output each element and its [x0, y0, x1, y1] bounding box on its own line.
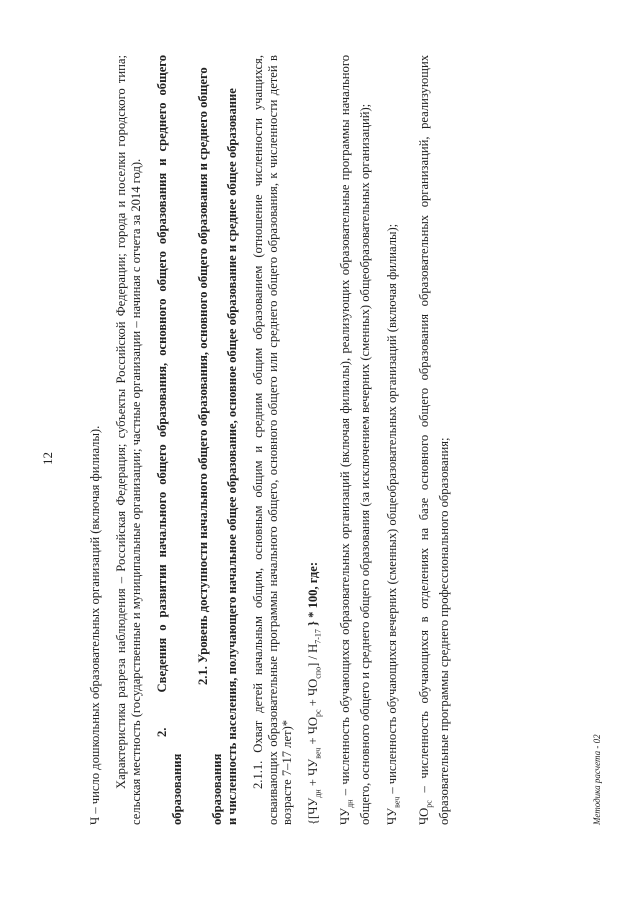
section-2-heading [155, 55, 184, 825]
section-2-1-heading [196, 55, 239, 825]
section-2-1-number: 2.1. [196, 666, 211, 685]
line-ch: Ч – число дошкольных образовательных организаций (включая филиалы). [88, 425, 102, 825]
page-content [88, 55, 451, 825]
section-2-1-line1: 2.1. Уровень доступности начального общего образования, основного общего образования и среднего общего образования [196, 67, 225, 825]
section-2-number: 2. [155, 727, 170, 737]
formula: {$[ЧУ_{дн} + ЧУ_{веч} + ЧО_{рс} + ЧО_{спо}] / Н_{7-17}$ } * 100, где: [306, 561, 323, 825]
definition-chu-dn: $ЧУ_{дн}$ – численность обучающихся образовательных организаций (включая филиалы), реализующих образовательные программы начального общего, основного общего и среднего общего образования (за исключением вечерних (сменных) общеобразовательных организаций); [338, 55, 373, 825]
definition-chu-vech: $ЧУ_{веч}$ – численность обучающихся вечерних (сменных) общеобразовательных организаций (включая филиалы); [384, 223, 402, 825]
section-2-1-line2: и численность населения, получающего начальное общее образование, основное общее образование и среднее общее образование [224, 88, 239, 825]
page-number: 12 [40, 452, 55, 465]
paragraph-2-1-1: 2.1.1. Охват детей начальным общим, основным общим и средним общим образованием (отношение численности учащихся, осваивающих образовательные программы начального общего, основного общего или среднего общего образования, к численности детей в возрасте 7–17 лет)* [251, 55, 295, 825]
section-2-title: Сведения о развитии начального общего образования, основного общего образования и среднего общего образования [155, 55, 184, 825]
footer-note: Методика расчета - 02 [592, 734, 602, 825]
definition-cho-rs: $ЧО_{рс}$ – численность обучающихся в отделениях на базе основного общего образования образовательных организаций, реализующих образовательные программы среднего профессионального образования; [416, 55, 451, 825]
characteristics-paragraph: Характеристика разреза наблюдения – Российская Федерация; субъекты Российской Федерации; города и поселки городского типа; сельская местность (государственные и муниципальные организации; частные организации – начиная с отчета за 2014 год). [114, 55, 143, 825]
